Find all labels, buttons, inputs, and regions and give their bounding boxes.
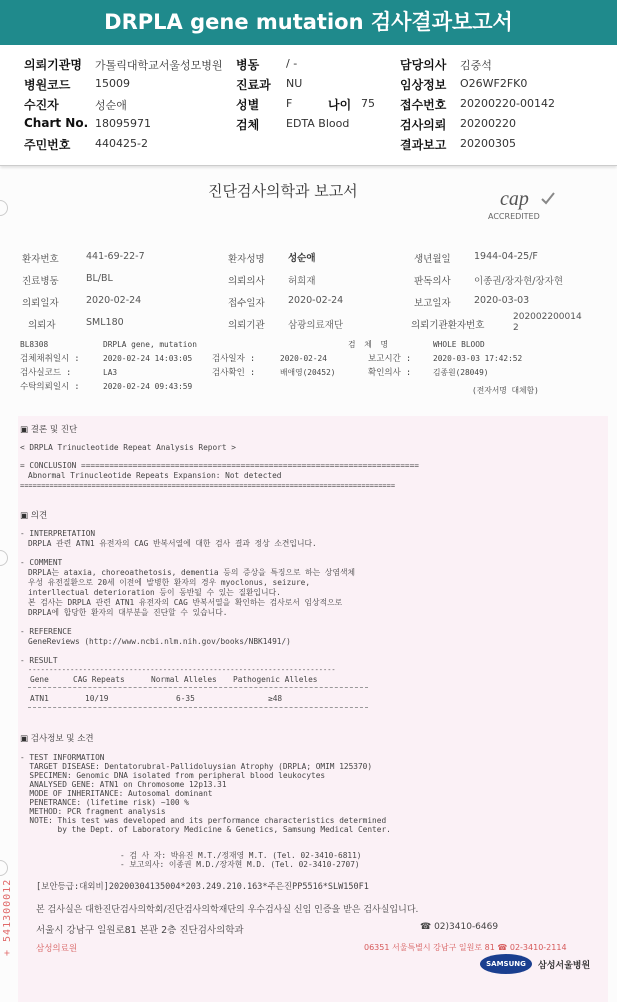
- table-header-gene: Gene: [30, 675, 49, 684]
- comment-line: DRPLA는 ataxia, choreoathetosis, dementia 등의 증상을 특징으로 하는 상염색체: [28, 568, 356, 577]
- staff-tester: - 검 사 자: 박유진 M.T./정재영 M.T. (Tel. 02-3410-6811): [120, 851, 362, 860]
- test-name: DRPLA gene, mutation: [103, 340, 197, 349]
- cap-accredited-logo: [486, 188, 562, 224]
- value-ward: BL/BL: [86, 273, 113, 284]
- label-hospital: 의뢰기관명: [24, 58, 82, 72]
- value-lab-code: LA3: [103, 368, 118, 377]
- table-divider: [28, 687, 368, 688]
- scanned-report: [0, 170, 617, 1002]
- signature-note: (전자서명 대체함): [472, 386, 539, 395]
- label-specimen-name: 검 체 명: [348, 340, 390, 349]
- label-dob: 생년월일: [414, 254, 451, 265]
- label-test-date: 검사일자 :: [212, 354, 256, 364]
- label-patient-no: 환자번호: [22, 254, 59, 265]
- label-recv-date: 접수일자: [228, 298, 265, 309]
- hospital-address: 06351 서울특별시 강남구 일원로 81 ☎ 02-3410-2114: [364, 943, 567, 952]
- value-confirm: 배애영(20452): [280, 368, 336, 377]
- certification-note: 본 검사실은 대한진단검사의학회/진단검사의학재단의 우수검사실 신임 인증을 받은 검사실입니다.: [36, 905, 419, 915]
- test-code: BL8308: [20, 340, 49, 349]
- interpretation-heading: - INTERPRETATION: [20, 529, 96, 538]
- report-name: < DRPLA Trinucleotide Repeat Analysis Report >: [20, 443, 236, 452]
- value-sex: F: [286, 97, 293, 110]
- test-info-line: MODE OF INHERITANCE: Autosomal dominant: [20, 789, 213, 798]
- report-heading: 진단검사의학과 보고서: [208, 182, 358, 200]
- cap-accredited-text: ACCREDITED: [488, 212, 540, 221]
- value-judge: 이종권/장자현/장자현: [474, 276, 563, 287]
- value-receipt-dt: 2020-02-24 09:43:59: [103, 382, 193, 391]
- test-info-line: NOTE: This test was developed and its performance characteristics determined: [20, 816, 387, 825]
- reference-text: GeneReviews (http://www.ncbi.nlm.nih.gov/books/NBK1491/): [28, 637, 291, 646]
- test-info-line: METHOD: PCR fragment analysis: [20, 807, 166, 816]
- table-cell-cag: 10/19: [85, 694, 109, 703]
- comment-line: 본 검사는 DRPLA 관련 ATN1 유전자의 CAG 반복서열을 확인하는 검사로서 임상적으로: [28, 598, 343, 607]
- value-specimen-name: WHOLE BLOOD: [433, 340, 485, 349]
- binder-hole: [0, 200, 8, 216]
- result-dash: -------------------------------------------------------------------------: [28, 666, 336, 674]
- comment-heading: - COMMENT: [20, 558, 63, 567]
- table-cell-pathogenic: ≥48: [268, 694, 283, 703]
- conclusion-heading: = CONCLUSION ========================================================================: [20, 461, 420, 470]
- label-ward: 병동: [236, 58, 260, 72]
- lab-phone: ☎ 02)3410-6469: [420, 922, 499, 932]
- value-code: 15009: [95, 77, 130, 90]
- label-name: 환자성명: [228, 254, 265, 265]
- header-panel: [0, 48, 617, 166]
- lab-address: 서울시 강남구 일원로81 본관 2층 진단검사의학과: [36, 925, 244, 936]
- report-title: DRPLA gene mutation 검사결과보고서: [104, 10, 513, 34]
- test-info-line: TARGET DISEASE: Dentatorubral-Pallidoluysian Atrophy (DRPLA; OMIM 125370): [20, 762, 373, 771]
- test-info-line: PENETRANCE: (lifetime risk) ~100 %: [20, 798, 189, 807]
- value-hospital: 가톨릭대학교서울성모병원: [95, 59, 223, 72]
- conclusion-rule: =========================================================================================: [20, 482, 396, 490]
- hospital-name: 삼성서울병원: [538, 961, 591, 971]
- label-req-doc: 의뢰의사: [228, 276, 265, 287]
- value-req-pid-cont: 2: [513, 323, 519, 333]
- value-test-date: 2020-02-24: [280, 354, 327, 363]
- label-req-org: 의뢰기관: [228, 320, 265, 331]
- label-specimen: 검체: [236, 118, 260, 132]
- label-patient: 수진자: [24, 98, 59, 112]
- label-lab-code: 검사실코드 :: [20, 368, 72, 378]
- label-confirm: 검사확인 :: [212, 368, 256, 378]
- value-patient-no: 441-69-22-7: [86, 251, 145, 262]
- reference-heading: - REFERENCE: [20, 627, 72, 636]
- value-req-pid: 202002200014: [513, 312, 582, 322]
- label-doctor: 담당의사: [400, 58, 447, 72]
- table-divider: [28, 707, 368, 708]
- samsung-logo-text: SAMSUNG: [486, 960, 526, 968]
- table-cell-gene: ATN1: [30, 694, 49, 703]
- value-report-date: 20200305: [460, 137, 516, 150]
- label-report-date: 결과보고: [400, 138, 447, 152]
- label-clinical: 임상정보: [400, 78, 447, 92]
- table-cell-normal: 6-35: [176, 694, 195, 703]
- table-header-normal: Normal Alleles: [151, 675, 217, 684]
- value-patient: 성순애: [95, 99, 127, 112]
- value-recv-date: 2020-02-24: [288, 295, 344, 306]
- value-request-date: 20200220: [460, 117, 516, 130]
- value-chart: 18095971: [95, 117, 151, 130]
- value-confirm-doc: 김종원(28049): [433, 368, 489, 377]
- label-chart: Chart No.: [24, 116, 89, 130]
- conclusion-text: Abnormal Trinucleotide Repeats Expansion: Not detected: [28, 471, 282, 480]
- interpretation-text: DRPLA 관련 ATN1 유전자의 CAG 반복서열에 대한 검사 결과 정상 소견입니다.: [28, 539, 317, 548]
- label-dept: 진료과: [236, 78, 271, 92]
- value-receipt: 20200220-00142: [460, 97, 555, 110]
- label-receipt: 접수번호: [400, 98, 447, 112]
- value-report-time: 2020-03-03 17:42:52: [433, 354, 523, 363]
- section-conclusion-title: ▣ 결론 및 진단: [20, 425, 78, 435]
- value-dob: 1944-04-25/F: [474, 251, 538, 262]
- label-receipt-dt: 수탁의뢰일시 :: [20, 382, 80, 392]
- comment-line: 우성 유전질환으로 20세 이전에 발병한 환자의 경우 myoclonus, seizure,: [28, 578, 311, 587]
- label-req-pid: 의뢰기관환자번호: [411, 320, 485, 331]
- side-barcode-number: + 541300012: [2, 878, 13, 956]
- value-clinical: O26WF2FK0: [460, 77, 528, 90]
- hospital-small-name: 삼성의료원: [36, 944, 78, 954]
- value-resident: 440425-2: [95, 137, 148, 150]
- value-req-org: 삼광의료재단: [288, 320, 344, 331]
- label-sex: 성별: [236, 98, 260, 112]
- label-collect-dt: 검체채취일시 :: [20, 354, 80, 364]
- value-requester: SML180: [86, 317, 124, 328]
- samsung-logo: [480, 954, 532, 974]
- label-requester: 의뢰자: [28, 320, 56, 331]
- label-rep-date: 보고일자: [414, 298, 451, 309]
- label-ward: 진료병동: [22, 276, 59, 287]
- value-req-date: 2020-02-24: [86, 295, 142, 306]
- cap-logo-text: cap: [500, 188, 529, 210]
- test-info-line: - TEST INFORMATION: [20, 753, 105, 762]
- value-req-doc: 허희재: [288, 276, 316, 287]
- test-info-line: by the Dept. of Laboratory Medicine & Genetics, Samsung Medical Center.: [20, 825, 391, 834]
- checkmark-icon: [540, 190, 556, 206]
- value-dept: NU: [286, 77, 303, 90]
- label-request-date: 검사의뢰: [400, 118, 447, 132]
- value-name: 성순애: [288, 253, 316, 264]
- label-req-date: 의뢰일자: [22, 298, 59, 309]
- section-test-info-title: ▣ 검사정보 및 소견: [20, 734, 94, 744]
- value-rep-date: 2020-03-03: [474, 295, 530, 306]
- section-opinion-title: ▣ 의견: [20, 511, 48, 521]
- value-collect-dt: 2020-02-24 14:03:05: [103, 354, 193, 363]
- test-info-line: ANALYSED GENE: ATN1 on Chromosome 12p13.31: [20, 780, 227, 789]
- label-resident: 주민번호: [24, 138, 71, 152]
- report-title-bar: [0, 0, 617, 45]
- table-header-pathogenic: Pathogenic Alleles: [233, 675, 318, 684]
- value-specimen: EDTA Blood: [286, 117, 350, 130]
- value-doctor: 김중석: [460, 59, 492, 72]
- label-code: 병원코드: [24, 78, 71, 92]
- value-age: 75: [361, 97, 375, 110]
- table-header-cag: CAG Repeats: [73, 675, 125, 684]
- test-info-line: SPECIMEN: Genomic DNA isolated from peripheral blood leukocytes: [20, 771, 326, 780]
- value-ward: / -: [286, 57, 298, 70]
- comment-line: interllectual deterioration 등이 동반될 수 있는 질환입니다.: [28, 588, 281, 597]
- label-judge: 판독의사: [414, 276, 451, 287]
- staff-reporter: - 보고의사: 이종권 M.D./장자현 M.D. (Tel. 02-3410-2707): [120, 860, 360, 869]
- comment-line: DRPLA에 합당한 환자의 대부분을 진단할 수 있습니다.: [28, 608, 228, 617]
- binder-hole: [0, 550, 8, 566]
- result-heading: - RESULT: [20, 656, 58, 665]
- label-confirm-doc: 확인의사 :: [368, 368, 412, 378]
- label-report-time: 보고시간 :: [368, 354, 412, 364]
- security-stamp: [보안등급:대외비]20200304135004*203.249.210.163*주은진PP5516*SLW150F1: [36, 882, 369, 892]
- label-age: 나이: [328, 98, 352, 112]
- binder-hole: [0, 860, 8, 876]
